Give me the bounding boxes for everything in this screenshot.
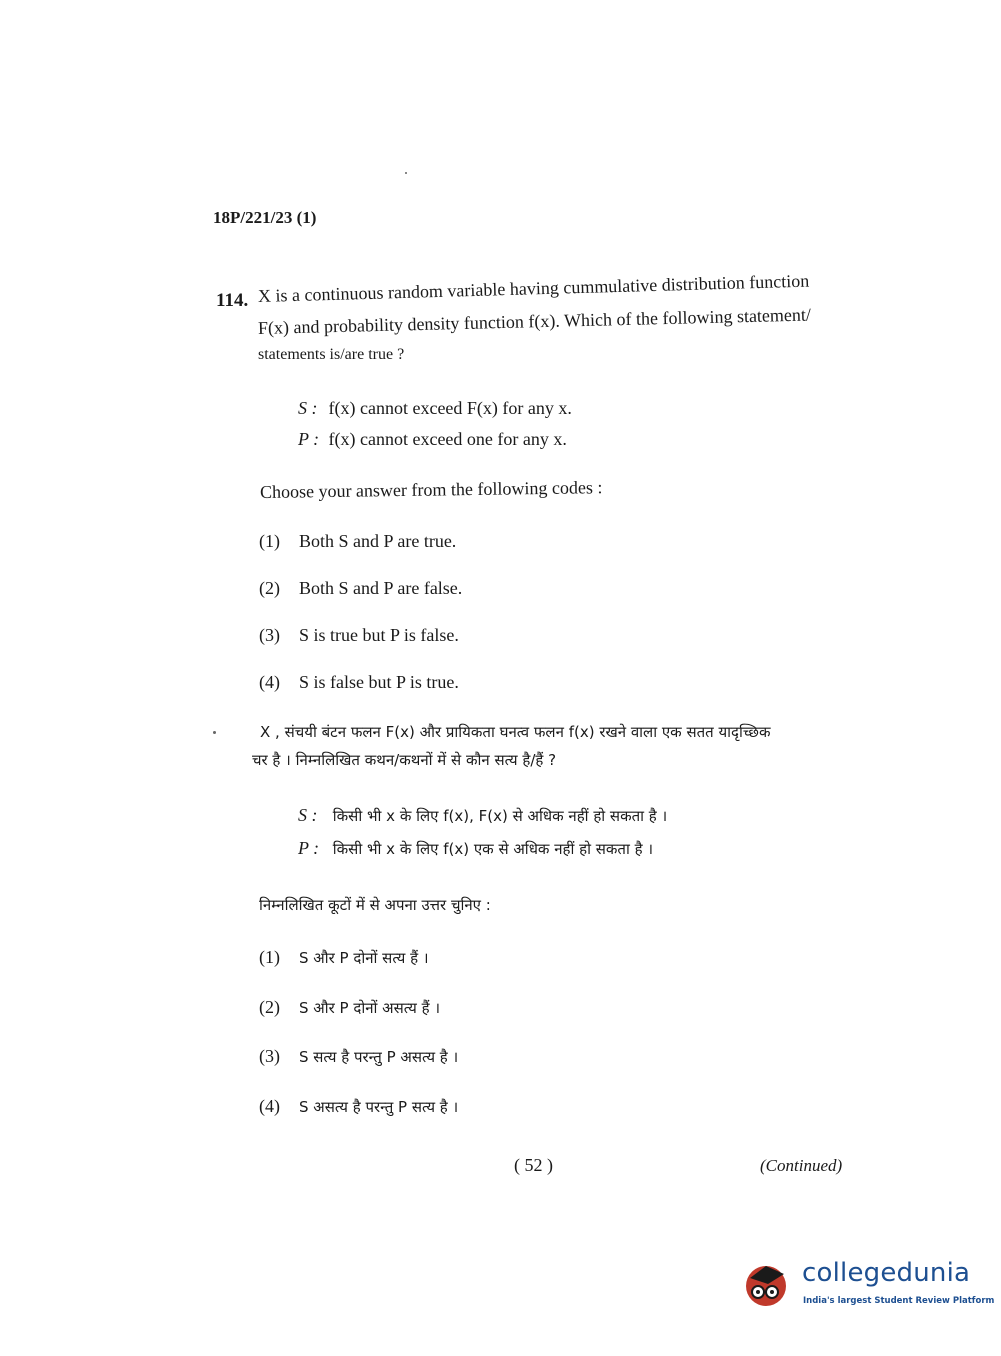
option-text: S असत्य है परन्तु P सत्य है । [299,1098,459,1116]
brand-tagline: India's largest Student Review Platform [803,1296,995,1306]
hindi-option-3 [259,1046,458,1067]
option-number: (2) [259,997,280,1017]
option-number: (1) [259,531,280,551]
hindi-option-2 [259,997,440,1018]
statement-label: P : [298,838,320,858]
scan-speck [405,172,407,174]
option-text: S सत्य है परन्तु P असत्य है । [299,1048,459,1066]
statement-label: P : [298,429,320,449]
option-number: (1) [259,947,280,967]
hindi-option-4 [259,1096,458,1117]
statement-label: S : [298,805,318,825]
option-number: (4) [259,1096,280,1116]
option-2 [259,578,462,599]
statement-p [298,429,567,450]
option-number: (3) [259,1046,280,1066]
hindi-question-line-1: X , संचयी बंटन फलन F(x) और प्रायिकता घनत्व फलन f(x) रखने वाला एक सतत यादृच्छिक [260,723,771,741]
continued-label: (Continued) [760,1156,843,1175]
codes-prompt: Choose your answer from the following codes : [259,477,603,502]
option-number: (3) [259,625,280,645]
option-text: S is false but P is true. [299,672,459,692]
option-text: Both S and P are true. [299,531,457,551]
question-text-line-1: X is a continuous random variable having cummulative distribution function [257,270,810,306]
question-text-line-2: F(x) and probability density function f(x). Which of the following statement/ [257,304,812,338]
statement-text: f(x) cannot exceed one for any x. [328,429,567,449]
option-text: S और P दोनों सत्य हैं । [299,949,429,967]
statement-text: f(x) cannot exceed F(x) for any x. [328,398,572,418]
option-text: Both S and P are false. [299,578,463,598]
paper-code: 18P/221/23 (1) [213,208,317,227]
option-4 [259,672,459,693]
hindi-codes-prompt: निम्नलिखित कूटों में से अपना उत्तर चुनिए : [259,896,491,914]
brand-name: collegedunia [802,1258,971,1288]
question-number: 114. [216,290,249,311]
scan-speck [213,731,216,734]
statement-label: S : [298,398,318,418]
statement-s [298,398,572,419]
hindi-option-1 [259,947,429,968]
hindi-question-line-2: चर है । निम्नलिखित कथन/कथनों में से कौन सत्य है/हैं ? [252,751,557,769]
option-1 [259,531,456,552]
page-number: ( 52 ) [514,1155,553,1175]
option-number: (2) [259,578,280,598]
question-text-line-3: statements is/are true ? [258,346,405,363]
mascot-icon [746,1266,786,1306]
option-3 [259,625,459,646]
option-text: S is true but P is false. [299,625,459,645]
statement-text: किसी भी x के लिए f(x) एक से अधिक नहीं हो सकता है । [332,840,654,858]
hindi-statement-p [298,838,653,859]
hindi-statement-s [298,805,667,826]
option-text: S और P दोनों असत्य हैं । [299,999,441,1017]
statement-text: किसी भी x के लिए f(x), F(x) से अधिक नहीं हो सकता है । [332,807,668,825]
option-number: (4) [259,672,280,692]
